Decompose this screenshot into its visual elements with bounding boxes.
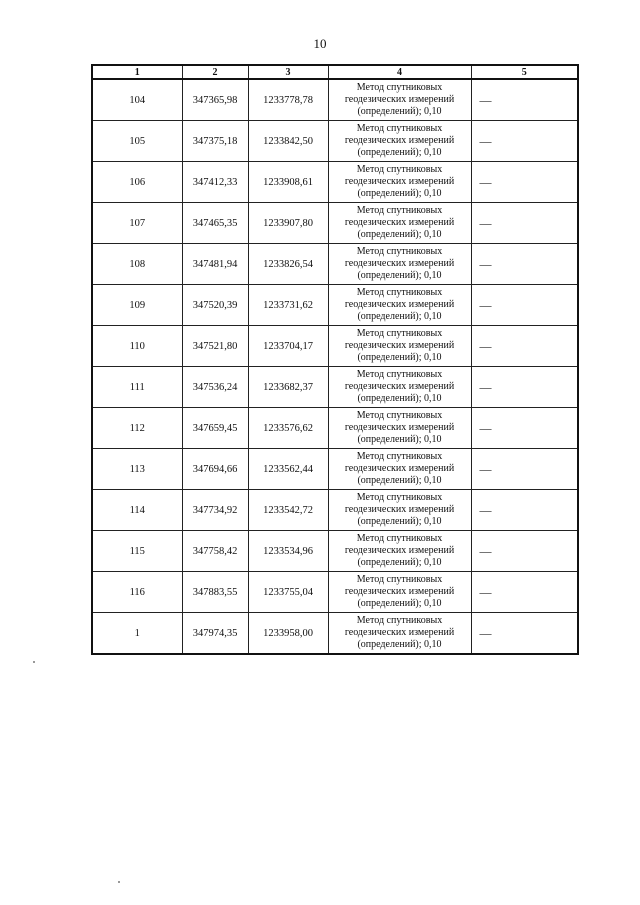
point-number-cell: 110: [92, 326, 182, 367]
method-line: геодезических измерений: [344, 217, 455, 228]
header-col-1: 1: [92, 65, 182, 79]
method-line: Метод спутниковых: [356, 615, 443, 626]
y-coordinate-cell: 1233731,62: [248, 285, 328, 326]
y-coordinate-cell: 1233534,96: [248, 531, 328, 572]
y-coordinate-cell: 1233958,00: [248, 613, 328, 655]
table-row: [92, 490, 578, 531]
scan-speck: [118, 881, 120, 883]
method-line: Метод спутниковых: [356, 451, 443, 462]
page-number: 10: [313, 36, 327, 51]
note-cell: —: [471, 613, 578, 655]
note-cell: —: [471, 449, 578, 490]
header-col-5: 5: [471, 65, 578, 79]
method-line: (определений); 0,10: [357, 270, 442, 281]
method-line: (определений); 0,10: [357, 598, 442, 609]
method-line: геодезических измерений: [344, 176, 455, 187]
method-line: (определений); 0,10: [357, 475, 442, 486]
method-cell: [328, 79, 471, 121]
note-cell: —: [471, 572, 578, 613]
method-cell: [328, 572, 471, 613]
point-number-cell: 107: [92, 203, 182, 244]
point-number-cell: 115: [92, 531, 182, 572]
x-coordinate-cell: 347974,35: [182, 613, 248, 655]
point-number-cell: 114: [92, 490, 182, 531]
method-cell: [328, 244, 471, 285]
y-coordinate-cell: 1233908,61: [248, 162, 328, 203]
coordinates-table: [91, 64, 579, 655]
note-cell: —: [471, 203, 578, 244]
method-cell: [328, 121, 471, 162]
table-row: [92, 613, 578, 655]
x-coordinate-cell: 347465,35: [182, 203, 248, 244]
x-coordinate-cell: 347734,92: [182, 490, 248, 531]
method-cell: [328, 326, 471, 367]
method-line: (определений); 0,10: [357, 311, 442, 322]
x-coordinate-cell: 347883,55: [182, 572, 248, 613]
point-number-cell: 109: [92, 285, 182, 326]
y-coordinate-cell: 1233542,72: [248, 490, 328, 531]
scan-speck: [33, 661, 35, 663]
method-line: Метод спутниковых: [356, 328, 443, 339]
table-row: [92, 367, 578, 408]
point-number-cell: 1: [92, 613, 182, 655]
method-cell: [328, 408, 471, 449]
method-line: геодезических измерений: [344, 94, 455, 105]
note-cell: —: [471, 285, 578, 326]
method-line: геодезических измерений: [344, 340, 455, 351]
method-line: Метод спутниковых: [356, 123, 443, 134]
method-cell: [328, 531, 471, 572]
method-line: геодезических измерений: [344, 627, 455, 638]
y-coordinate-cell: 1233576,62: [248, 408, 328, 449]
point-number-cell: 106: [92, 162, 182, 203]
y-coordinate-cell: 1233907,80: [248, 203, 328, 244]
note-cell: —: [471, 490, 578, 531]
table-row: [92, 572, 578, 613]
x-coordinate-cell: 347521,80: [182, 326, 248, 367]
method-cell: [328, 449, 471, 490]
method-line: Метод спутниковых: [356, 82, 443, 93]
method-line: геодезических измерений: [344, 135, 455, 146]
method-cell: [328, 285, 471, 326]
y-coordinate-cell: 1233842,50: [248, 121, 328, 162]
method-line: (определений); 0,10: [357, 639, 442, 650]
table-row: [92, 408, 578, 449]
table-row: [92, 162, 578, 203]
x-coordinate-cell: 347375,18: [182, 121, 248, 162]
y-coordinate-cell: 1233562,44: [248, 449, 328, 490]
method-line: геодезических измерений: [344, 422, 455, 433]
header-col-4: 4: [328, 65, 471, 79]
header-col-3: 3: [248, 65, 328, 79]
method-line: (определений); 0,10: [357, 352, 442, 363]
note-cell: —: [471, 121, 578, 162]
table-row: [92, 531, 578, 572]
method-line: Метод спутниковых: [356, 205, 443, 216]
point-number-cell: 111: [92, 367, 182, 408]
point-number-cell: 113: [92, 449, 182, 490]
table-row: [92, 79, 578, 121]
method-cell: [328, 367, 471, 408]
table-row: [92, 326, 578, 367]
method-cell: [328, 490, 471, 531]
y-coordinate-cell: 1233778,78: [248, 79, 328, 121]
method-line: (определений); 0,10: [357, 557, 442, 568]
table-body: [92, 79, 578, 654]
method-line: Метод спутниковых: [356, 410, 443, 421]
method-line: (определений); 0,10: [357, 393, 442, 404]
point-number-cell: 104: [92, 79, 182, 121]
method-line: (определений); 0,10: [357, 188, 442, 199]
note-cell: —: [471, 531, 578, 572]
method-line: геодезических измерений: [344, 299, 455, 310]
method-line: Метод спутниковых: [356, 287, 443, 298]
method-line: (определений); 0,10: [357, 516, 442, 527]
x-coordinate-cell: 347481,94: [182, 244, 248, 285]
method-line: геодезических измерений: [344, 463, 455, 474]
method-line: Метод спутниковых: [356, 533, 443, 544]
y-coordinate-cell: 1233682,37: [248, 367, 328, 408]
x-coordinate-cell: 347520,39: [182, 285, 248, 326]
method-line: Метод спутниковых: [356, 574, 443, 585]
y-coordinate-cell: 1233755,04: [248, 572, 328, 613]
method-line: геодезических измерений: [344, 381, 455, 392]
x-coordinate-cell: 347659,45: [182, 408, 248, 449]
note-cell: —: [471, 79, 578, 121]
method-line: Метод спутниковых: [356, 246, 443, 257]
method-line: Метод спутниковых: [356, 492, 443, 503]
method-cell: [328, 203, 471, 244]
table-row: [92, 244, 578, 285]
x-coordinate-cell: 347365,98: [182, 79, 248, 121]
note-cell: —: [471, 244, 578, 285]
method-line: Метод спутниковых: [356, 369, 443, 380]
table-header: [92, 65, 578, 79]
table-row: [92, 285, 578, 326]
method-line: геодезических измерений: [344, 258, 455, 269]
point-number-cell: 116: [92, 572, 182, 613]
method-cell: [328, 613, 471, 655]
note-cell: —: [471, 408, 578, 449]
y-coordinate-cell: 1233826,54: [248, 244, 328, 285]
note-cell: —: [471, 326, 578, 367]
note-cell: —: [471, 162, 578, 203]
point-number-cell: 108: [92, 244, 182, 285]
table-row: [92, 449, 578, 490]
method-line: (определений); 0,10: [357, 229, 442, 240]
method-line: (определений); 0,10: [357, 434, 442, 445]
table-row: [92, 121, 578, 162]
x-coordinate-cell: 347694,66: [182, 449, 248, 490]
note-cell: —: [471, 367, 578, 408]
x-coordinate-cell: 347412,33: [182, 162, 248, 203]
method-line: геодезических измерений: [344, 586, 455, 597]
x-coordinate-cell: 347758,42: [182, 531, 248, 572]
x-coordinate-cell: 347536,24: [182, 367, 248, 408]
table-row: [92, 203, 578, 244]
point-number-cell: 105: [92, 121, 182, 162]
method-line: геодезических измерений: [344, 504, 455, 515]
y-coordinate-cell: 1233704,17: [248, 326, 328, 367]
method-line: (определений); 0,10: [357, 147, 442, 158]
method-line: (определений); 0,10: [357, 106, 442, 117]
header-col-2: 2: [182, 65, 248, 79]
method-line: Метод спутниковых: [356, 164, 443, 175]
point-number-cell: 112: [92, 408, 182, 449]
method-line: геодезических измерений: [344, 545, 455, 556]
method-cell: [328, 162, 471, 203]
